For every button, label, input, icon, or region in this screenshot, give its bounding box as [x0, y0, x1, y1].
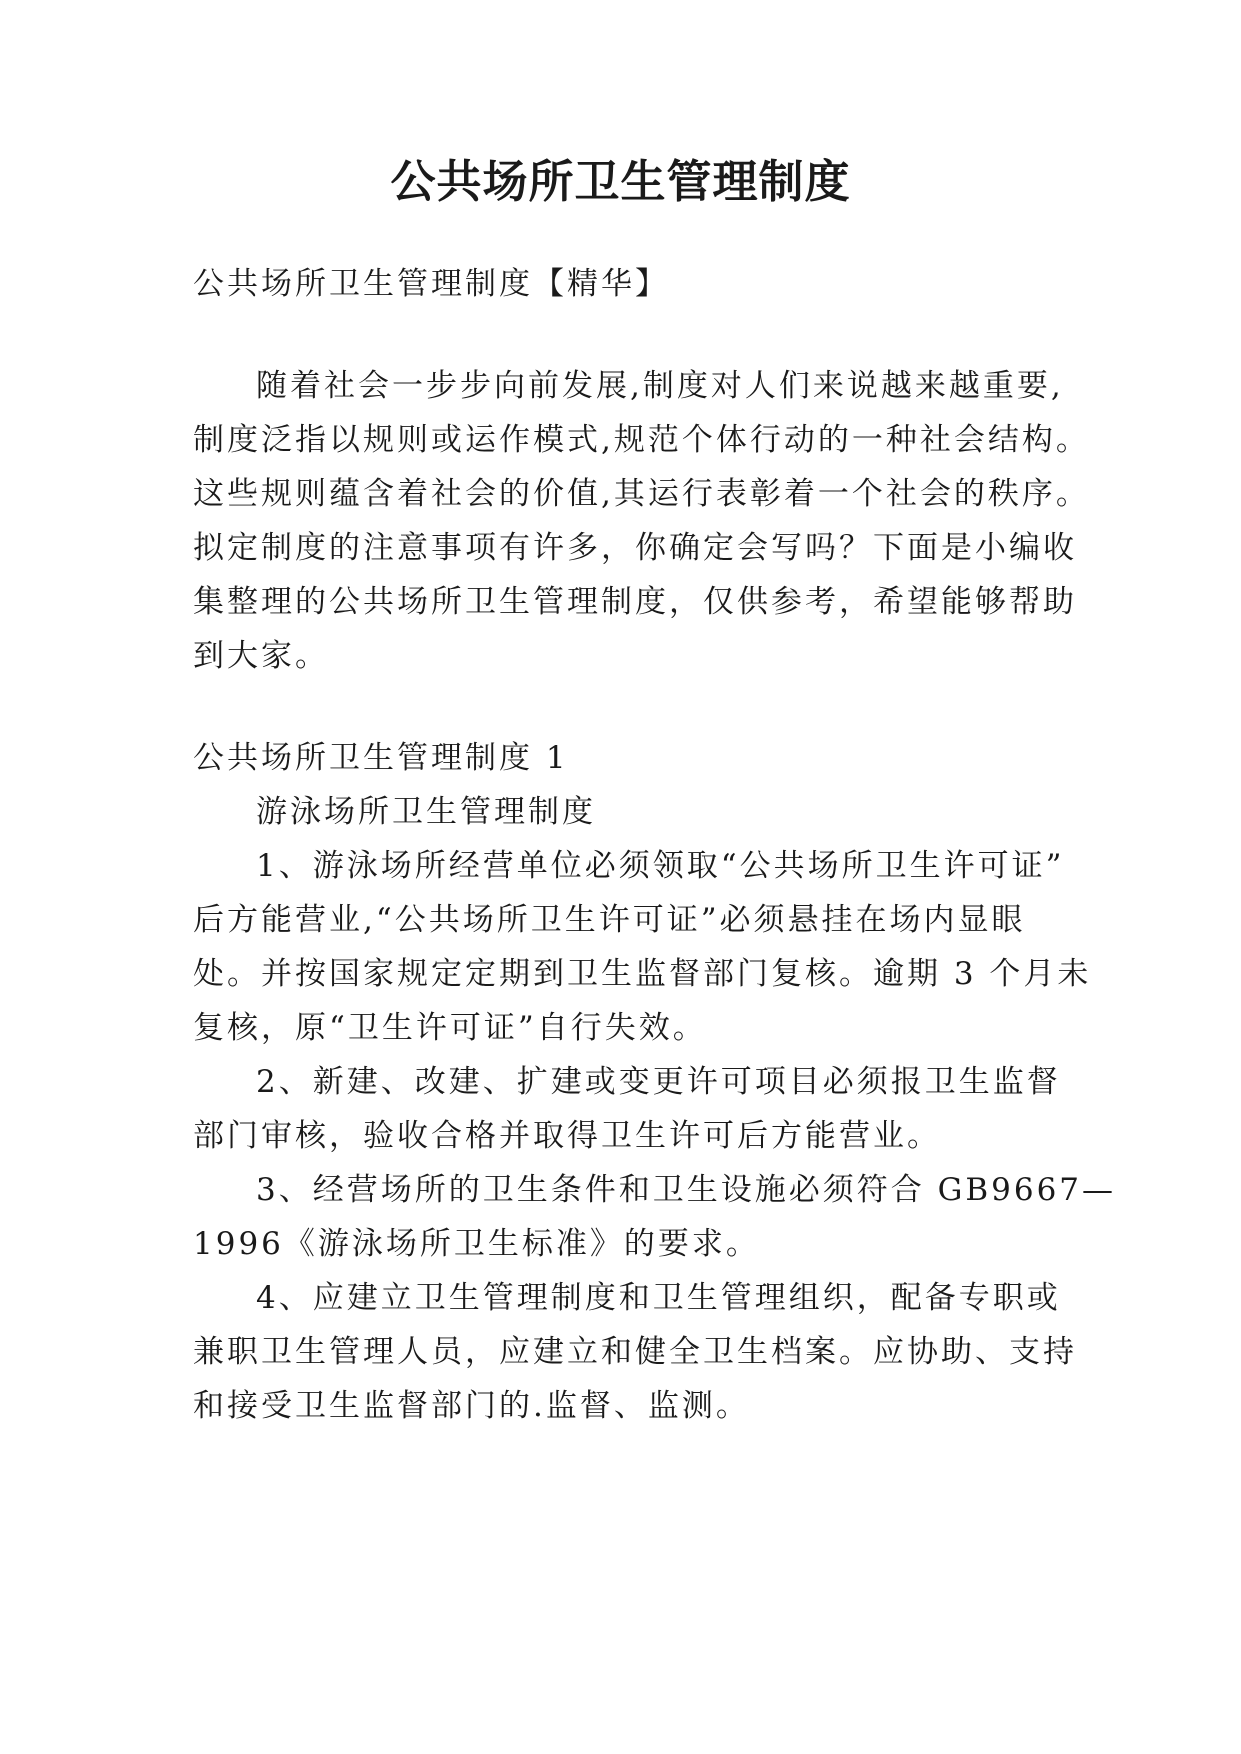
section-subheading: 游泳场所卫生管理制度 — [256, 794, 596, 830]
item-4-line: 4、应建立卫生管理制度和卫生管理组织，配备专职或 — [256, 1280, 1061, 1316]
intro-line: 制度泛指以规则或运作模式,规范个体行动的一种社会结构。 — [193, 422, 1090, 458]
intro-line: 随着社会一步步向前发展,制度对人们来说越来越重要, — [256, 368, 1064, 404]
intro-line: 这些规则蕴含着社会的价值,其运行表彰着一个社会的秩序。 — [193, 476, 1090, 512]
intro-line: 拟定制度的注意事项有许多，你确定会写吗？下面是小编收 — [193, 530, 1077, 566]
item-1-line: 后方能营业,“公共场所卫生许可证”必须悬挂在场内显眼 — [193, 902, 1026, 938]
item-2-line: 2、新建、改建、扩建或变更许可项目必须报卫生监督 — [256, 1064, 1061, 1100]
intro-line: 到大家。 — [193, 638, 329, 674]
intro-line: 集整理的公共场所卫生管理制度，仅供参考，希望能够帮助 — [193, 584, 1077, 620]
item-1-line: 1、游泳场所经营单位必须领取“公共场所卫生许可证” — [256, 848, 1065, 884]
item-4-line: 兼职卫生管理人员，应建立和健全卫生档案。应协助、支持 — [193, 1334, 1077, 1370]
item-4-line: 和接受卫生监督部门的.监督、监测。 — [193, 1388, 750, 1424]
item-2-line: 部门审核，验收合格并取得卫生许可后方能营业。 — [193, 1118, 941, 1154]
item-1-line: 处。并按国家规定定期到卫生监督部门复核。逾期 3 个月未 — [193, 956, 1092, 992]
item-3-line: 3、经营场所的卫生条件和卫生设施必须符合 GB9667— — [256, 1172, 1117, 1208]
document-subtitle: 公共场所卫生管理制度【精华】 — [193, 266, 669, 302]
item-3-line: 1996《游泳场所卫生标准》的要求。 — [193, 1226, 760, 1262]
document-title: 公共场所卫生管理制度 — [390, 155, 851, 208]
section-heading: 公共场所卫生管理制度 1 — [193, 740, 569, 776]
item-1-line: 复核，原“卫生许可证”自行失效。 — [193, 1010, 707, 1046]
